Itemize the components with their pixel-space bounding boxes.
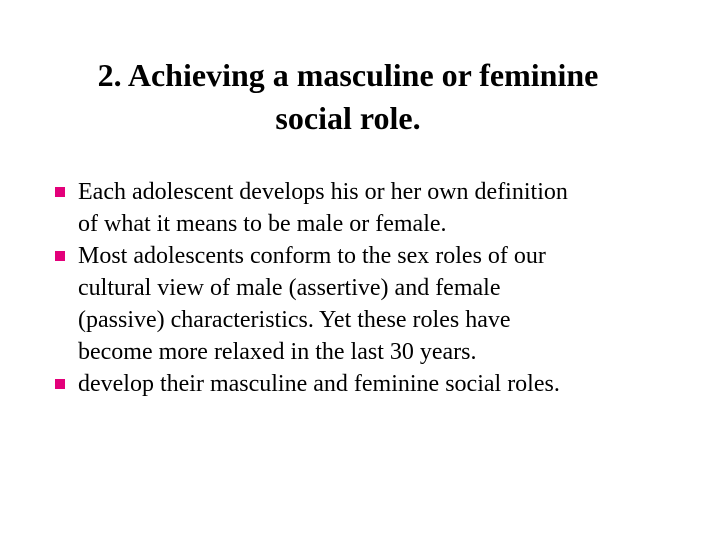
bullet-2-line-2: cultural view of male (assertive) and female: [78, 275, 501, 301]
bullet-3-line-1: develop their masculine and feminine social roles.: [78, 371, 560, 397]
square-bullet-icon: [55, 379, 65, 389]
slide-title: [30, 54, 666, 140]
bullet-1-line-1: Each adolescent develops his or her own definition: [78, 179, 568, 205]
bullet-2-line-3: (passive) characteristics. Yet these roles have: [78, 307, 511, 333]
square-bullet-icon: [55, 187, 65, 197]
bullet-item-3: [54, 368, 674, 400]
bullet-1-line-2: of what it means to be male or female.: [78, 211, 447, 237]
title-line-2: social role.: [275, 100, 421, 136]
bullet-list: [54, 176, 674, 400]
bullet-2-line-1: Most adolescents conform to the sex roles of our: [78, 243, 546, 269]
title-line-1: 2. Achieving a masculine or feminine: [97, 57, 599, 93]
bullet-item-1: [54, 176, 674, 240]
bullet-2-line-4: become more relaxed in the last 30 years.: [78, 339, 477, 365]
square-bullet-icon: [55, 251, 65, 261]
bullet-item-2: [54, 240, 674, 368]
